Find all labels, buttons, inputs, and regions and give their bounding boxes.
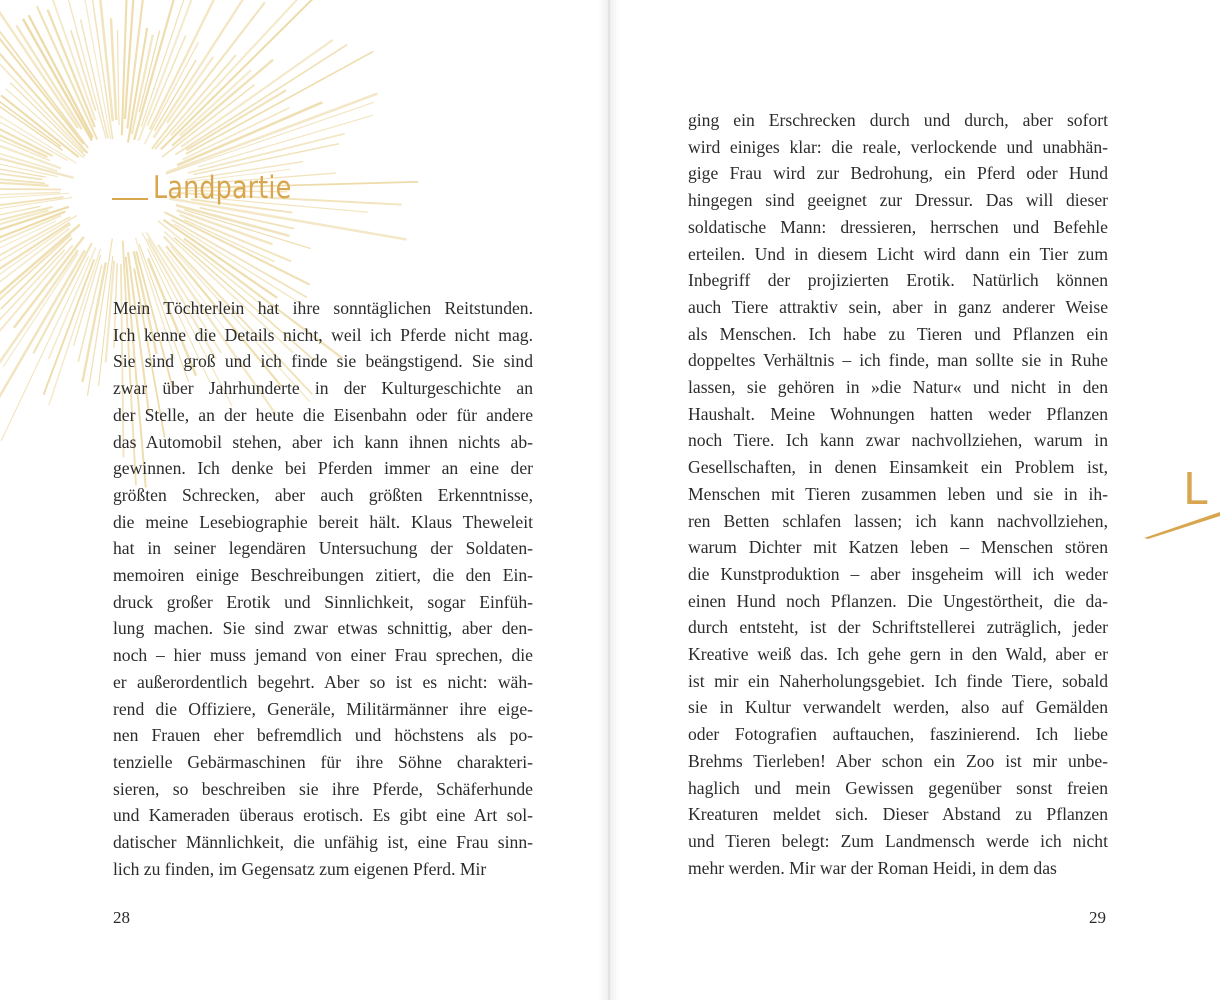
left-text-line: das Automobil stehen, aber ich kann ihnen nichts ab-	[113, 431, 533, 452]
sunburst-ray	[0, 0, 78, 128]
right-text-line: ging ein Erschrecken durch und durch, aber sofort	[688, 110, 1108, 130]
left-body-text	[113, 295, 533, 882]
right-text-line: einen Hund noch Pflanzen. Die Ungestörtheit, die da-	[688, 590, 1108, 611]
right-text-line: Haushalt. Meine Wohnungen hatten weder Pflanzen	[688, 403, 1108, 424]
right-text-line: mehr werden. Mir war der Roman Heidi, in dem das	[688, 857, 1057, 878]
right-text-line: lassen, sie gehören in »die Natur« und nicht in den	[688, 377, 1108, 398]
left-text-line: Sie sind groß und ich finde sie beängstigend. Sie sind	[113, 351, 533, 372]
margin-ray	[1144, 512, 1220, 539]
right-text-line: sie in Kultur verwandelt werden, also auf Gemälden	[688, 697, 1108, 718]
right-text-line: Kreaturen meldet sich. Dieser Abstand zu Pflanzen	[688, 804, 1108, 825]
right-text-line: gige Frau wird zur Bedrohung, ein Pferd oder Hund	[688, 163, 1108, 184]
right-text-line: und Tieren belegt: Zum Landmensch werde ich nicht	[688, 830, 1108, 851]
left-text-line: gewinnen. Ich denke bei Pferden immer an eine der	[113, 458, 533, 479]
right-text-line: Menschen mit Tieren zusammen leben und sie in ih-	[688, 483, 1108, 504]
sunburst-ray	[16, 26, 81, 130]
book-gutter-shadow	[598, 0, 620, 1000]
left-text-line: Mein Töchterlein hat ihre sonntäglichen Reitstunden.	[113, 298, 533, 318]
sunburst-ray	[99, 256, 113, 386]
right-text-line: wird einiges klar: die reale, verlockende und unabhän-	[688, 136, 1108, 157]
right-text-line: die Kunstproduktion – aber insgeheim will ich weder	[688, 563, 1108, 584]
margin-letter-marker	[1130, 440, 1220, 550]
sunburst-ray	[139, 30, 159, 112]
right-text-line: Kreative weiß das. Ich gehe gern in den Wald, aber er	[688, 644, 1108, 665]
page-number-right: 29	[1089, 908, 1106, 927]
left-text-line: datischer Männlichkeit, die unfähig ist, eine Frau sinn-	[113, 832, 533, 853]
sunburst-ray	[1, 256, 88, 441]
left-text-line: nen Frauen eher befremdlich und höchstens als po-	[113, 725, 533, 746]
right-text-line: ren Betten schlafen lassen; ich kann nachvollziehen,	[688, 510, 1108, 531]
right-page	[610, 0, 1220, 1000]
right-text-line: ist mir ein Naherholungsgebiet. Ich finde Tiere, sobald	[688, 670, 1108, 691]
right-body-text	[688, 107, 1108, 881]
margin-letter: L	[1183, 464, 1208, 515]
right-text-line: hingegen sind geeignet zur Dressur. Das will dieser	[688, 190, 1108, 211]
right-text-line: soldatische Mann: dressieren, herrschen und Befehle	[688, 216, 1108, 237]
sunburst-ray	[29, 15, 93, 137]
left-text-line: sieren, so beschreiben sie ihre Pferde, Schäferhunde	[113, 778, 533, 799]
chapter-title: Landpartie	[153, 170, 292, 206]
right-text-line: erteilen. Und in diesem Licht wird dann ein Tier zum	[688, 243, 1108, 264]
sunburst-ray	[0, 188, 61, 190]
left-text-line: die meine Lesebiographie bereit hält. Klaus Theweleit	[113, 511, 533, 532]
left-text-line: er außerordentlich begehrt. Aber so ist es nicht: wäh-	[113, 671, 533, 692]
page-number-left: 28	[113, 908, 130, 927]
left-text-line: noch – hier muss jemand von einer Frau sprechen, die	[113, 645, 533, 666]
left-text-line: lich zu finden, im Gegensatz zum eigenen Pferd. Mir	[113, 858, 487, 879]
left-text-line: druck großer Erotik und Sinnlichkeit, sogar Einfüh-	[113, 591, 533, 612]
left-text-line: memoiren einige Beschreibungen zitiert, die den Ein-	[113, 565, 533, 586]
right-text-line: als Menschen. Ich habe zu Tieren und Pflanzen ein	[688, 323, 1108, 344]
right-text-line: doppeltes Verhältnis – ich finde, man sollte sie in Ruhe	[688, 350, 1108, 371]
chapter-heading	[112, 170, 291, 206]
sunburst-ray	[0, 168, 42, 180]
right-text-line: oder Fotografien auftauchen, faszinierend. Ich liebe	[688, 724, 1108, 745]
sunburst-ray	[174, 224, 303, 305]
right-text-line: warum Dichter mit Katzen leben – Menschen stören	[688, 537, 1108, 558]
left-text-line: zwar über Jahrhunderte in der Kulturgeschichte an	[113, 378, 533, 399]
right-text-line: Gesellschaften, in denen Einsamkeit ein Problem ist,	[688, 457, 1108, 478]
left-text-line: und Kameraden überaus erotisch. Es gibt eine Art sol-	[113, 805, 533, 826]
sunburst-ray	[0, 0, 83, 144]
heading-rule	[112, 198, 148, 200]
left-text-line: Ich kenne die Details nicht, weil ich Pferde nicht mag.	[113, 324, 533, 345]
left-text-line: größten Schrecken, aber auch größten Erkenntnisse,	[113, 484, 533, 505]
right-text-line: Inbegriff der projizierten Erotik. Natürlich können	[688, 270, 1108, 291]
left-text-line: tenzielle Gebärmaschinen für ihre Söhne charakteri-	[113, 751, 533, 772]
left-text-line: der Stelle, an der heute die Eisenbahn oder für andere	[113, 404, 533, 425]
right-text-line: durch entsteht, ist der Schriftstellerei zuträglich, jeder	[688, 617, 1108, 638]
sunburst-ray	[117, 30, 119, 125]
right-text-line: auch Tiere attraktiv sein, aber in ganz anderer Weise	[688, 296, 1108, 317]
left-page	[0, 0, 608, 1000]
left-text-line: lung machen. Sie sind zwar etwas schnittig, aber den-	[113, 618, 533, 639]
left-text-line: rend die Offiziere, Generäle, Militärmänner ihre eige-	[113, 698, 533, 719]
left-text-line: hat in seiner legendären Untersuchung der Soldaten-	[113, 538, 533, 559]
sunburst-ray	[0, 225, 80, 325]
right-text-line: Brehms Tierleben! Aber schon ein Zoo ist mir unbe-	[688, 750, 1108, 771]
right-text-line: noch Tiere. Ich kann zwar nachvollziehen, warum in	[688, 430, 1108, 451]
right-text-line: haglich und mein Gewissen gegenüber sonst freien	[688, 777, 1108, 798]
